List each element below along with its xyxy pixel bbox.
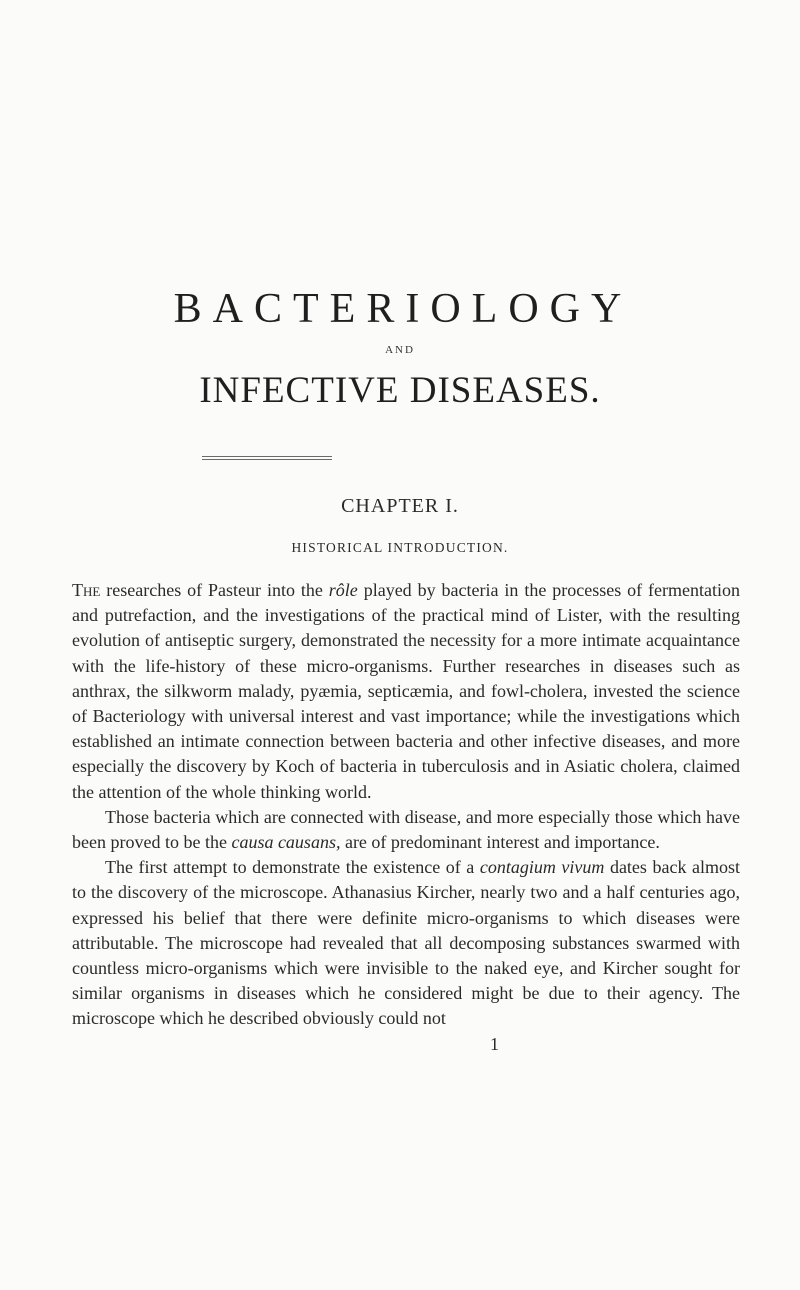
paragraph-3 <box>72 855 740 1031</box>
paragraph-lead-word: The <box>72 580 101 600</box>
paragraph-2-text-b: are of predominant interest and importance. <box>340 832 660 853</box>
paragraph-3-text-a: The first attempt to demonstrate the existence of a <box>105 857 480 878</box>
paragraph-1-italic: rôle <box>328 580 358 600</box>
paragraph-2-italic: causa causans, <box>231 832 341 853</box>
title-conjunction: AND <box>385 344 415 356</box>
title-divider <box>202 456 332 460</box>
paragraph-2-text-a: Those bacteria which are connected with disease, and more especially those which have been proved to be the <box>72 806 740 853</box>
paragraph-1-text-b: played by bacteria in the processes of fermentation and putrefaction, and the investigations of the practical mind of Lister, with the resulting evolution of antiseptic surgery, demonstrated the necessity for a more intimate acquaintance with the life-history of these micro-organisms. Further researches in diseases such as anthrax, the silkworm malady, pyæmia, septicæmia, and fowl-cholera, invested the science of Bacteriology with universal interest and vast importance; while the investigations which established an intimate connection between bacteria and other infective diseases, and more especially the discovery by Koch of bacteria in tuberculosis and in Asiatic cholera, claimed the attention of the whole thinking world. <box>72 580 741 802</box>
book-subtitle: INFECTIVE DISEASES. <box>199 370 601 411</box>
paragraph-1-text-a: researches of Pasteur into the <box>100 580 329 600</box>
page-number: 1 <box>490 1034 499 1054</box>
paragraph-3-text-b: dates back almost to the discovery of the microscope. Athanasius Kircher, nearly two and a half centuries ago, expressed his belief that there were definite micro-organisms to which diseases were attributable. The microscope had revealed that all decomposing substances swarmed with countless micro-organisms which were invisible to the naked eye, and Kircher sought for similar organisms in diseases which he considered might be due to their agency. The microscope which he described obviously could not <box>72 857 741 1029</box>
chapter-heading: CHAPTER I. <box>341 495 459 517</box>
section-heading: HISTORICAL INTRODUCTION. <box>291 540 509 555</box>
paragraph-3-italic: contagium vivum <box>479 857 605 878</box>
book-title: BACTERIOLOGY <box>173 286 633 332</box>
paragraph-1 <box>72 578 740 805</box>
paragraph-2 <box>72 805 740 855</box>
body-text <box>72 578 740 1032</box>
